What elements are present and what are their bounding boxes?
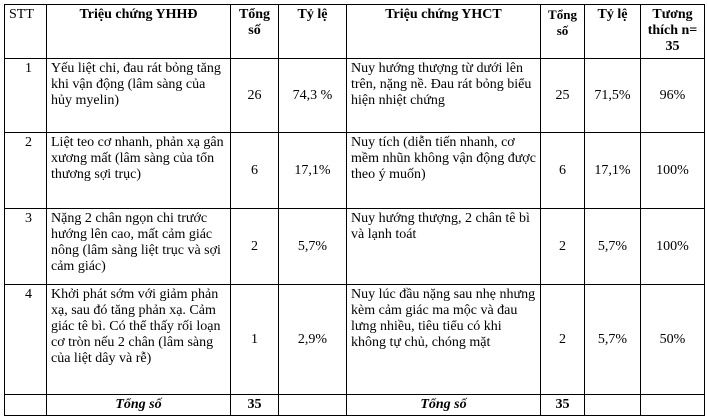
total-empty-cell [585,395,641,416]
table-row [5,285,705,395]
row-count-2: 6 [541,133,585,209]
row-yhct: Nuy hướng thượng từ dưới lên trên, nặng nề. Đau rát bỏng biểu hiện nhiệt chứng [347,59,541,133]
row-rate-2: 71,5% [585,59,641,133]
row-stt: 4 [5,285,47,395]
row-yhct: Nuy tích (diễn tiến nhanh, cơ mềm nhũn không vận động được theo ý muốn) [347,133,541,209]
row-rate-1: 74,3 % [279,59,347,133]
total-row [5,395,705,416]
row-count-2: 2 [541,285,585,395]
row-yhhd: Nặng 2 chân ngọn chi trước hướng lên cao, mất cảm giác nông (lâm sàng liệt trục và sợi cảm giác) [47,209,231,285]
row-stt: 1 [5,59,47,133]
header-tong-so-1: Tổng số [231,5,279,59]
row-yhhd: Yếu liệt chi, đau rát bỏng tăng khi vận động (lâm sàng của hủy myelin) [47,59,231,133]
row-rate-2: 17,1% [585,133,641,209]
header-ty-le-2: Tỷ lệ [585,5,641,59]
row-rate-1: 17,1% [279,133,347,209]
header-row [5,5,705,59]
row-yhhd: Liệt teo cơ nhanh, phản xạ gân xương mất (lâm sàng của tổn thương sợi trục) [47,133,231,209]
row-compat: 50% [641,285,705,395]
header-tuong-thich: Tương thích n= 35 [641,5,705,59]
header-stt: STT [5,5,47,59]
total-value-1: 35 [231,395,279,416]
header-tong-so-2: Tổng số [541,5,585,59]
row-count-2: 25 [541,59,585,133]
row-rate-2: 5,7% [585,285,641,395]
row-yhct: Nuy lúc đầu nặng sau nhẹ nhưng kèm cảm giác ma mộc và đau lưng nhiều, tiêu tiểu có khi không tự chủ, chóng mặt [347,285,541,395]
table-row [5,209,705,285]
row-stt: 3 [5,209,47,285]
row-compat: 96% [641,59,705,133]
row-compat: 100% [641,209,705,285]
row-count-1: 26 [231,59,279,133]
header-yhhd: Triệu chứng YHHĐ [47,5,231,59]
row-count-1: 6 [231,133,279,209]
total-label-2: Tổng số [347,395,541,416]
row-yhhd: Khởi phát sớm với giảm phản xạ, sau đó tăng phản xạ. Cảm giác tê bì. Có thể thấy rối loạn cơ tròn nếu 2 chân (lâm sàng của liệt dây và rễ) [47,285,231,395]
total-value-2: 35 [541,395,585,416]
table-row [5,59,705,133]
total-empty-cell [641,395,705,416]
row-rate-2: 5,7% [585,209,641,285]
row-count-2: 2 [541,209,585,285]
total-empty-cell [5,395,47,416]
header-ty-le-1: Tỷ lệ [279,5,347,59]
table-row [5,133,705,209]
symptom-comparison-table [4,4,705,416]
row-rate-1: 5,7% [279,209,347,285]
row-compat: 100% [641,133,705,209]
row-yhct: Nuy hướng thượng, 2 chân tê bì và lạnh toát [347,209,541,285]
header-yhct: Triệu chứng YHCT [347,5,541,59]
total-empty-cell [279,395,347,416]
row-count-1: 2 [231,209,279,285]
row-rate-1: 2,9% [279,285,347,395]
row-stt: 2 [5,133,47,209]
row-count-1: 1 [231,285,279,395]
total-label-1: Tổng số [47,395,231,416]
